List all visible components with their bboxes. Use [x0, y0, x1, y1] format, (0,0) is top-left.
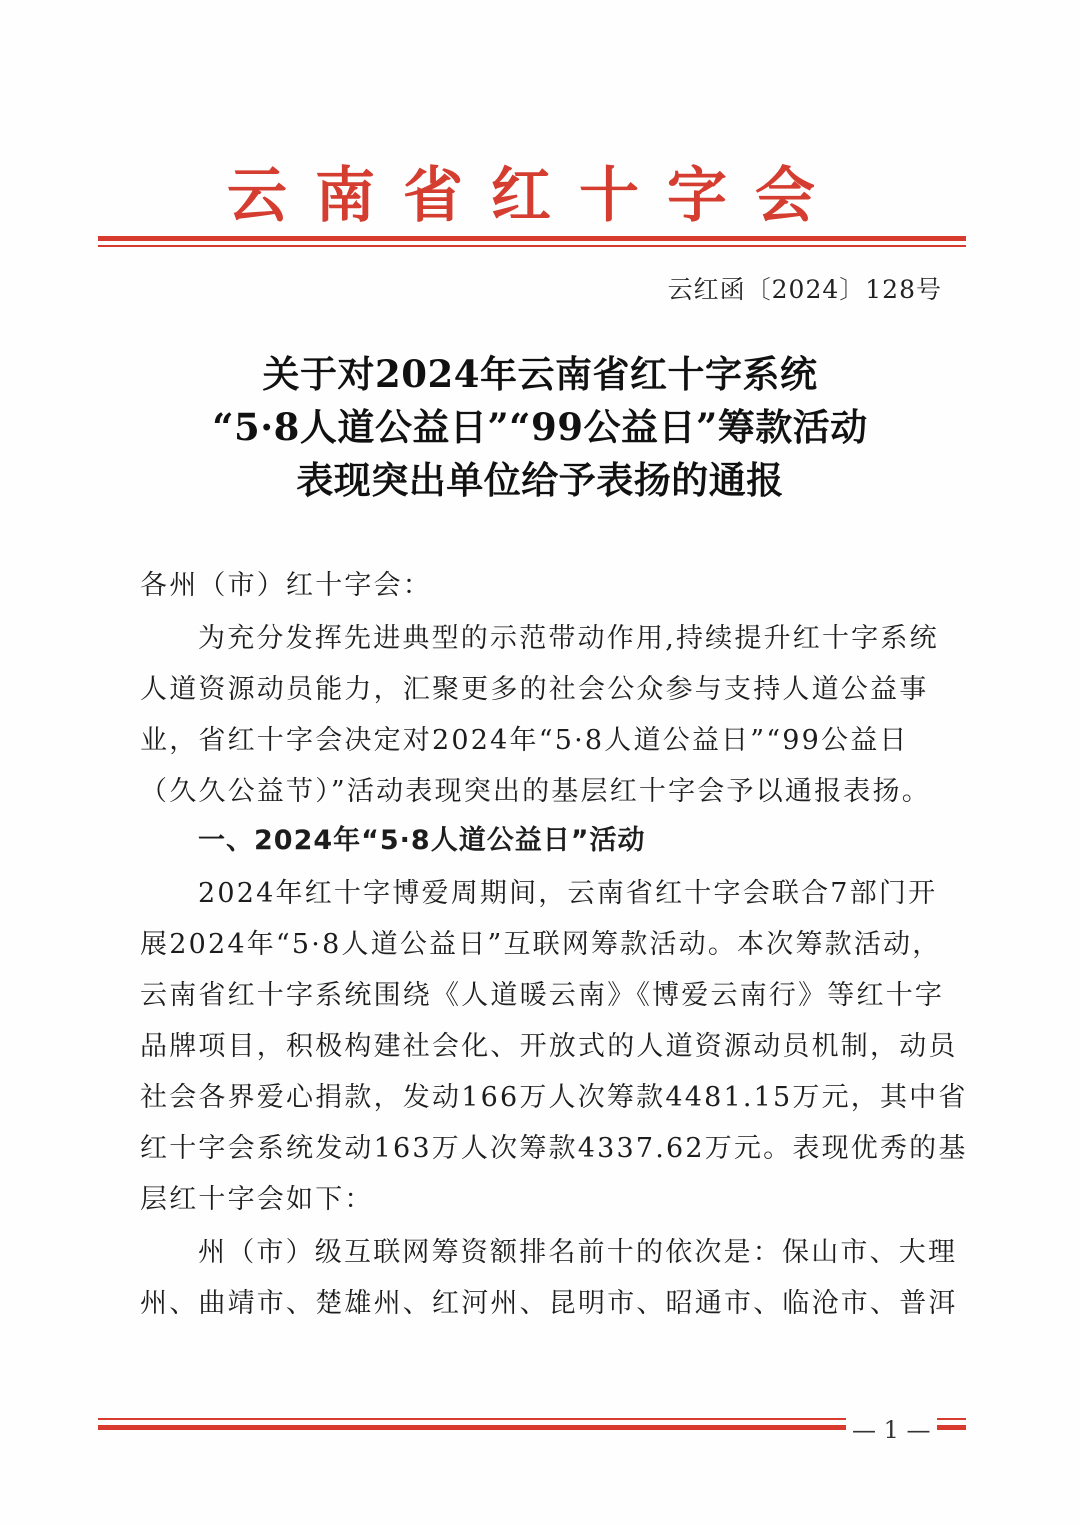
body-line: 品牌项目，积极构建社会化、开放式的人道资源动员机制，动员: [140, 1031, 958, 1062]
body-line: 云南省红十字系统围绕《人道暖云南》《博爱云南行》等红十字: [140, 980, 945, 1011]
body-line: 人道资源动员能力，汇聚更多的社会公众参与支持人道公益事: [140, 674, 929, 705]
body-line: （久久公益节）”活动表现突出的基层红十字会予以通报表扬。: [140, 776, 931, 807]
page-number: — 1 —: [846, 1416, 937, 1444]
footer-red-rule-thick: [98, 1425, 966, 1430]
title-line-2: “5·8人道公益日”“99公益日”筹款活动: [212, 405, 868, 449]
body-line: 展2024年“5·8人道公益日”互联网筹款活动。本次筹款活动，: [140, 929, 942, 960]
body-line: 层红十字会如下：: [140, 1184, 374, 1215]
body-line: 为充分发挥先进典型的示范带动作用,持续提升红十字系统: [198, 623, 939, 654]
body-line: 业，省红十字会决定对2024年“5·8人道公益日”“99公益日: [140, 725, 909, 756]
title-line-3: 表现突出单位给予表扬的通报: [296, 458, 784, 502]
body-line: 州、曲靖市、楚雄州、红河州、昆明市、昭通市、临沧市、普洱: [140, 1288, 958, 1319]
footer-red-rule-thin: [98, 1418, 966, 1420]
body-line: 州（市）级互联网筹资额排名前十的依次是：保山市、大理: [198, 1237, 958, 1268]
header-red-rule-thin: [98, 245, 966, 247]
salutation: 各州（市）红十字会：: [140, 570, 432, 601]
title-line-1: 关于对2024年云南省红十字系统: [262, 352, 818, 396]
org-name-header: 云南省红十字会: [227, 161, 843, 231]
section-heading-1: 一、2024年“5·8人道公益日”活动: [198, 825, 646, 856]
header-red-rule-thick: [98, 236, 966, 241]
body-line: 社会各界爱心捐款，发动166万人次筹款4481.15万元，其中省: [140, 1082, 968, 1113]
document-number: 云红函〔2024〕128号: [667, 275, 942, 304]
body-line: 红十字会系统发动163万人次筹款4337.62万元。表现优秀的基: [140, 1133, 968, 1164]
body-line: 2024年红十字博爱周期间，云南省红十字会联合7部门开: [198, 878, 938, 909]
